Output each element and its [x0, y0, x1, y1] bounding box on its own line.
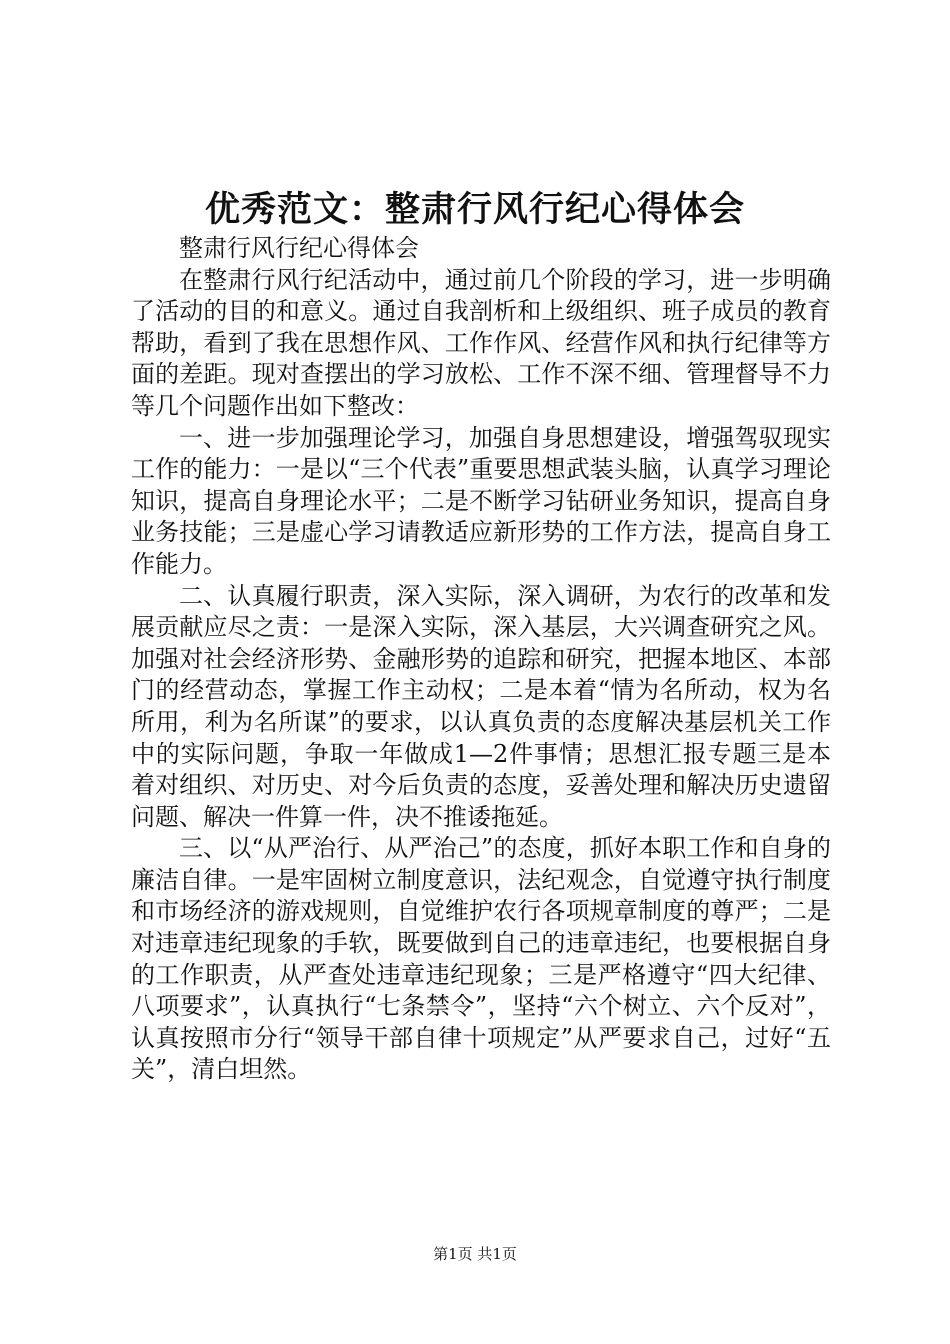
section-three-paragraph: 三、以“从严治行、从严治己”的态度，抓好本职工作和自身的廉洁自律。一是牢固树立制度意识，法纪观念，自觉遵守执行制度和市场经济的游戏规则，自觉维护农行各项规章制度的尊严；二是对违章违纪现象的手软，既要做到自己的违章违纪，也要根据自身的工作职责，从严查处违章违纪现象；三是严格遵守“四大纪律、八项要求”，认真执行“七条禁令”，坚持“六个树立、六个反对”，认真按照市分行“领导干部自律十项规定”从严要求自己，过好“五关”，清白坦然。 [131, 834, 831, 1084]
document-title: 优秀范文：整肃行风行纪心得体会 [204, 189, 745, 230]
section-one-paragraph: 一、进一步加强理论学习，加强自身思想建设，增强驾驭现实工作的能力：一是以“三个代表”重要思想武装头脑，认真学习理论知识，提高自身理论水平；二是不断学习钻研业务知识，提高自身业务技能；三是虚心学习请教适应新形势的工作方法，提高自身工作能力。 [131, 423, 831, 578]
page-footer: 第1页 共1页 [433, 1245, 517, 1263]
intro-paragraph: 在整肃行风行纪活动中，通过前几个阶段的学习，进一步明确了活动的目的和意义。通过自我剖析和上级组织、班子成员的教育帮助，看到了我在思想作风、工作作风、经营作风和执行纪律等方面的差距。现对查摆出的学习放松、工作不深不细、管理督导不力等几个问题作出如下整改： [131, 265, 831, 420]
section-two-paragraph: 二、认真履行职责，深入实际，深入调研，为农行的改革和发展贡献应尽之责：一是深入实际，深入基层，大兴调查研究之风。加强对社会经济形势、金融形势的追踪和研究，把握本地区、本部门的经营动态，掌握工作主动权；二是本着“情为名所动，权为名所用，利为名所谋”的要求，以认真负责的态度解决基层机关工作中的实际问题，争取一年做成1—2件事情；思想汇报专题三是本着对组织、对历史、对今后负责的态度，妥善处理和解决历史遗留问题、解决一件算一件，决不推诿拖延。 [131, 581, 831, 831]
subtitle-paragraph: 整肃行风行纪心得体会 [179, 234, 419, 262]
document-body [131, 233, 831, 1086]
